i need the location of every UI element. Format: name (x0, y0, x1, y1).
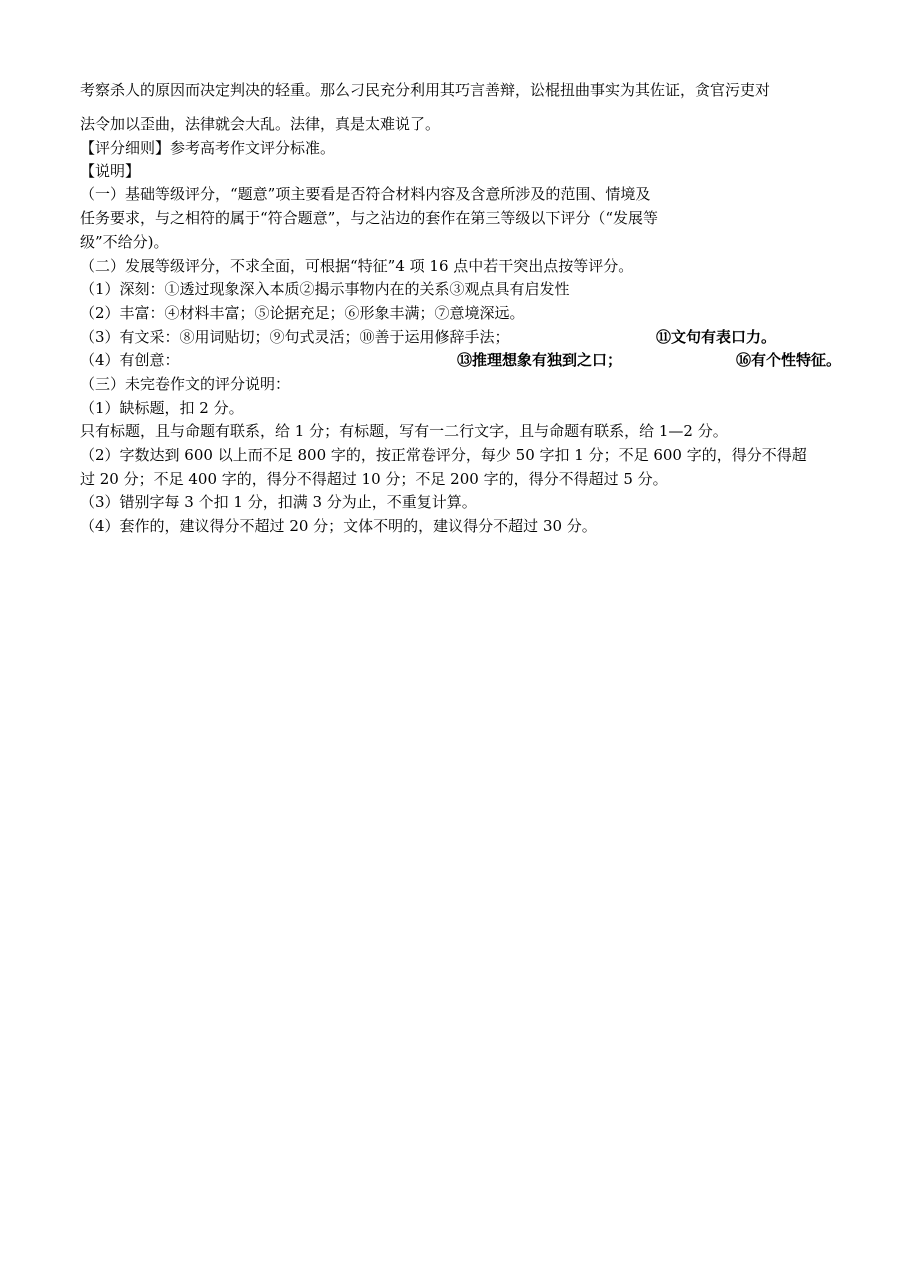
text-line: （2）字数达到 600 以上而不足 800 字的，按正常卷评分，每少 50 字扣 1 分；不足 600 字的，得分不得超 (80, 446, 807, 464)
overlapped-bold-fragment: ⑪文句有表口力。 (656, 328, 777, 346)
text-line: 任务要求，与之相符的属于“符合题意”，与之沾边的套作在第三等级以下评分（“发展等 (80, 209, 659, 227)
text-line: （三）未完卷作文的评分说明： (80, 375, 291, 393)
text-line: （4）有创意： (80, 351, 180, 369)
text-line: （4）套作的，建议得分不超过 20 分；文体不明的，建议得分不超过 30 分。 (80, 517, 597, 535)
text-line: 【说明】 (80, 162, 141, 180)
text-line: （1）深刻：①透过现象深入本质②揭示事物内在的关系③观点具有启发性 (80, 280, 570, 298)
text-line: 只有标题，且与命题有联系，给 1 分；有标题，写有一二行文字，且与命题有联系，给 1—2 分。 (80, 422, 728, 440)
text-line: 【评分细则】参考高考作文评分标准。 (80, 139, 336, 157)
text-line: （3）有文采：⑧用词贴切；⑨句式灵活；⑩善于运用修辞手法； (80, 328, 510, 346)
overlapped-bold-fragment: ⑯有个性特征。 (736, 351, 842, 369)
text-line: （1）缺标题，扣 2 分。 (80, 399, 244, 417)
text-line: （3）错别字每 3 个扣 1 分，扣满 3 分为止，不重复计算。 (80, 493, 477, 511)
text-line: （一）基础等级评分，“题意”项主要看是否符合材料内容及含意所涉及的范围、情境及 (80, 185, 651, 203)
text-line: 过 20 分；不足 400 字的，得分不得超过 10 分；不足 200 字的，得分不得超过 5 分。 (80, 470, 668, 488)
text-line: 考察杀人的原因而决定判决的轻重。那么刁民充分利用其巧言善辩，讼棍扭曲事实为其佐证，贪官污吏对 (80, 81, 771, 99)
text-line: 法令加以歪曲，法律就会大乱。法律，真是太难说了。 (80, 115, 441, 133)
text-line: （二）发展等级评分，不求全面，可根据“特征”4 项 16 点中若干突出点按等评分。 (80, 257, 634, 275)
text-line: （2）丰富：④材料丰富；⑤论据充足；⑥形象丰满；⑦意境深远。 (80, 304, 525, 322)
text-line: 级”不给分)。 (80, 233, 169, 251)
overlapped-bold-fragment: ⑬推理想象有独到之口； (457, 351, 623, 369)
